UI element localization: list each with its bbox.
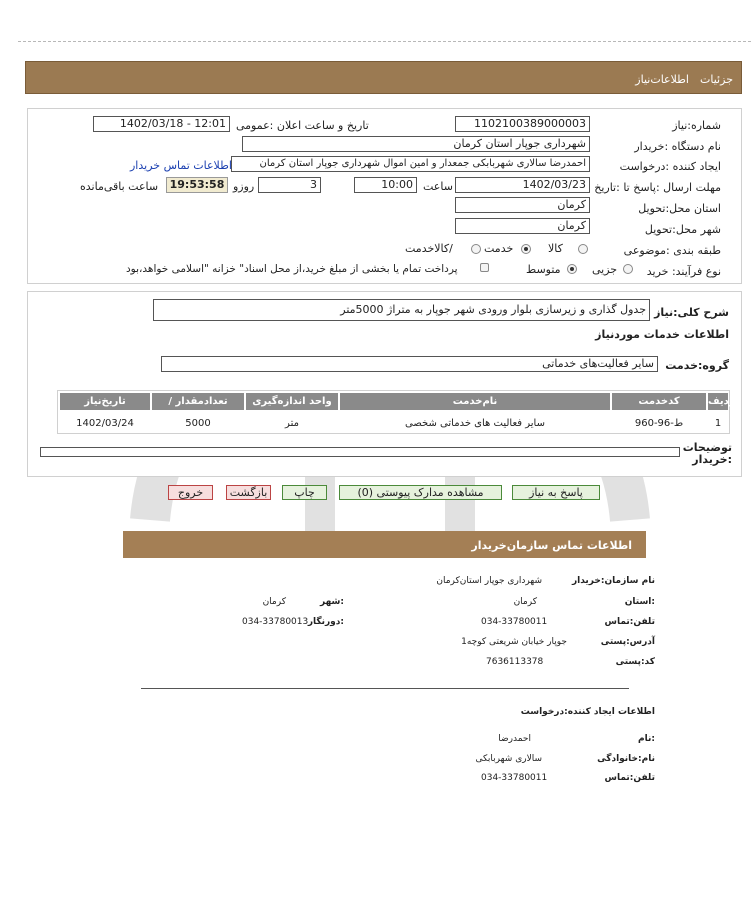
top-divider xyxy=(18,41,751,42)
contact-title: اطلاعات تماس سازمان‌خریدار xyxy=(471,539,632,552)
deadline-date-field: 1402/03/23 xyxy=(455,177,590,193)
creator-family-value: سالاری شهربابکی xyxy=(475,754,542,764)
header-bar xyxy=(25,61,742,94)
creator-name-value: احمدرضا xyxy=(498,734,531,744)
table-cell-service-name: سایر فعالیت های خدماتی شخصی xyxy=(405,418,545,429)
col-header-row-number: ردیف xyxy=(708,393,728,410)
remaining-label: ساعت باقی‌مانده xyxy=(80,180,159,193)
city-label: شهر محل:تحویل xyxy=(644,223,721,236)
contact-divider xyxy=(141,688,629,689)
category-goods-service-label: /کالاخدمت xyxy=(405,242,453,255)
org-name-value: شهرداری جوپار استان‌کرمان xyxy=(436,576,542,586)
table-cell-quantity: 5000 xyxy=(185,418,211,429)
contact-address-value: جوپار خیابان شریعتی کوچه1 xyxy=(461,637,567,647)
need-number-field: 1102100389000003 xyxy=(455,116,590,132)
contact-fax-label: :دورنگار xyxy=(307,617,344,627)
print-button[interactable]: چاپ xyxy=(282,485,327,500)
category-label: طبقه بندی :موضوعی xyxy=(623,244,721,257)
table-cell-unit: متر xyxy=(285,418,299,429)
table-cell-need-date: 1402/03/24 xyxy=(76,418,134,429)
creator-family-label: نام:خانوادگی xyxy=(597,754,655,764)
process-medium-label: متوسط xyxy=(526,263,561,276)
creator-field: احمدرضا سالاری شهربابکی جمعدار و امین اموال شهرداری جوپار استان کرمان xyxy=(231,156,590,172)
col-header-quantity: / تعدادمقدار xyxy=(152,393,244,410)
process-minor-label: جزیی xyxy=(592,263,618,276)
contact-postal-label: کد:پستی xyxy=(615,657,655,667)
announce-label: تاریخ و ساعت اعلان :عمومی xyxy=(236,119,369,132)
table-cell-row-number: 1 xyxy=(714,418,722,429)
contact-header xyxy=(123,531,646,558)
city-field: کرمان xyxy=(455,218,590,234)
buyer-contact-link[interactable]: اطلاعات تماس خریدار xyxy=(130,159,232,172)
buyer-notes-field xyxy=(40,447,680,457)
payment-note: پرداخت تمام یا بخشی از مبلغ خرید،از محل اسناد" خزانه "اسلامی خواهد،بود xyxy=(126,263,458,275)
summary-field: جدول گذاری و زیرسازی بلوار ورودی شهر جوپار به متراژ 5000متر xyxy=(153,299,650,321)
category-service-radio[interactable] xyxy=(521,244,531,254)
contact-city-label: :شهر xyxy=(320,597,344,607)
hour-label: ساعت xyxy=(423,180,453,193)
process-minor-radio[interactable] xyxy=(623,264,633,274)
tab-need-info[interactable]: اطلاعات‌نیاز xyxy=(635,73,689,86)
creator-label: ایجاد کننده :درخواست xyxy=(619,160,721,173)
col-header-service-code: کدخدمت xyxy=(612,393,706,410)
col-header-need-date: تاریخ‌نیاز xyxy=(60,393,150,410)
back-button[interactable]: بازگشت xyxy=(226,485,271,500)
province-label: استان محل:تحویل xyxy=(638,202,721,215)
contact-postal-value: 7636113378 xyxy=(486,657,544,667)
tab-details[interactable]: جزئیات xyxy=(700,73,733,86)
remaining-time: 19:53:58 xyxy=(166,177,228,193)
reply-button[interactable]: پاسخ به نیاز xyxy=(512,485,600,500)
contact-province-value: کرمان xyxy=(513,597,537,607)
category-goods-radio[interactable] xyxy=(578,244,588,254)
group-field: سایر فعالیت‌های خدماتی xyxy=(161,356,658,372)
buyer-notes-label: توضیحات :خریدار xyxy=(682,441,732,466)
contact-address-label: آدرس:پستی xyxy=(600,637,655,647)
contact-province-label: :استان xyxy=(624,597,655,607)
attachments-button[interactable]: مشاهده مدارک پیوستی (0) xyxy=(339,485,502,500)
category-goods-label: کالا xyxy=(548,242,563,255)
need-number-label: شماره:نیاز xyxy=(672,119,721,132)
announce-field: 1402/03/18 - 12:01 xyxy=(93,116,230,132)
days-field: 3 xyxy=(258,177,321,193)
col-header-service-name: نام‌خدمت xyxy=(340,393,610,410)
province-field: کرمان xyxy=(455,197,590,213)
creator-heading: اطلاعات ایجاد کننده:درخواست xyxy=(520,707,655,717)
deadline-time-field: 10:00 xyxy=(354,177,417,193)
contact-city-value: کرمان xyxy=(262,597,286,607)
contact-phone-value: 034-33780011 xyxy=(481,617,548,627)
days-label: روزو xyxy=(233,180,255,193)
contact-fax-value: 034-33780013 xyxy=(242,617,309,627)
treasury-payment-checkbox[interactable] xyxy=(480,263,489,272)
category-service-label: خدمت xyxy=(484,242,514,255)
buyer-device-label: نام دستگاه :خریدار xyxy=(634,140,721,153)
category-goods-service-radio[interactable] xyxy=(471,244,481,254)
creator-phone-label: تلفن:تماس xyxy=(604,773,655,783)
process-medium-radio[interactable] xyxy=(567,264,577,274)
buyer-device-field: شهرداری جوپار استان کرمان xyxy=(242,136,590,152)
group-label: گروه:خدمت xyxy=(665,359,729,372)
deadline-label: مهلت ارسال :پاسخ تا :تاریخ xyxy=(594,181,721,194)
creator-phone-value: 034-33780011 xyxy=(481,773,548,783)
col-header-unit: واحد اندازه‌گیری xyxy=(246,393,338,410)
exit-button[interactable]: خروج xyxy=(168,485,213,500)
org-name-label: نام سازمان:خریدار xyxy=(571,576,655,586)
table-cell-service-code: ط-96-960 xyxy=(634,418,684,429)
summary-label: شرح کلی:نیاز xyxy=(654,306,729,319)
contact-phone-label: تلفن:تماس xyxy=(604,617,655,627)
process-label: نوع فرآیند: خرید xyxy=(646,265,721,278)
services-heading: اطلاعات خدمات موردنیاز xyxy=(595,328,729,341)
need-info-panel xyxy=(27,108,742,284)
creator-name-label: :نام xyxy=(638,734,655,744)
